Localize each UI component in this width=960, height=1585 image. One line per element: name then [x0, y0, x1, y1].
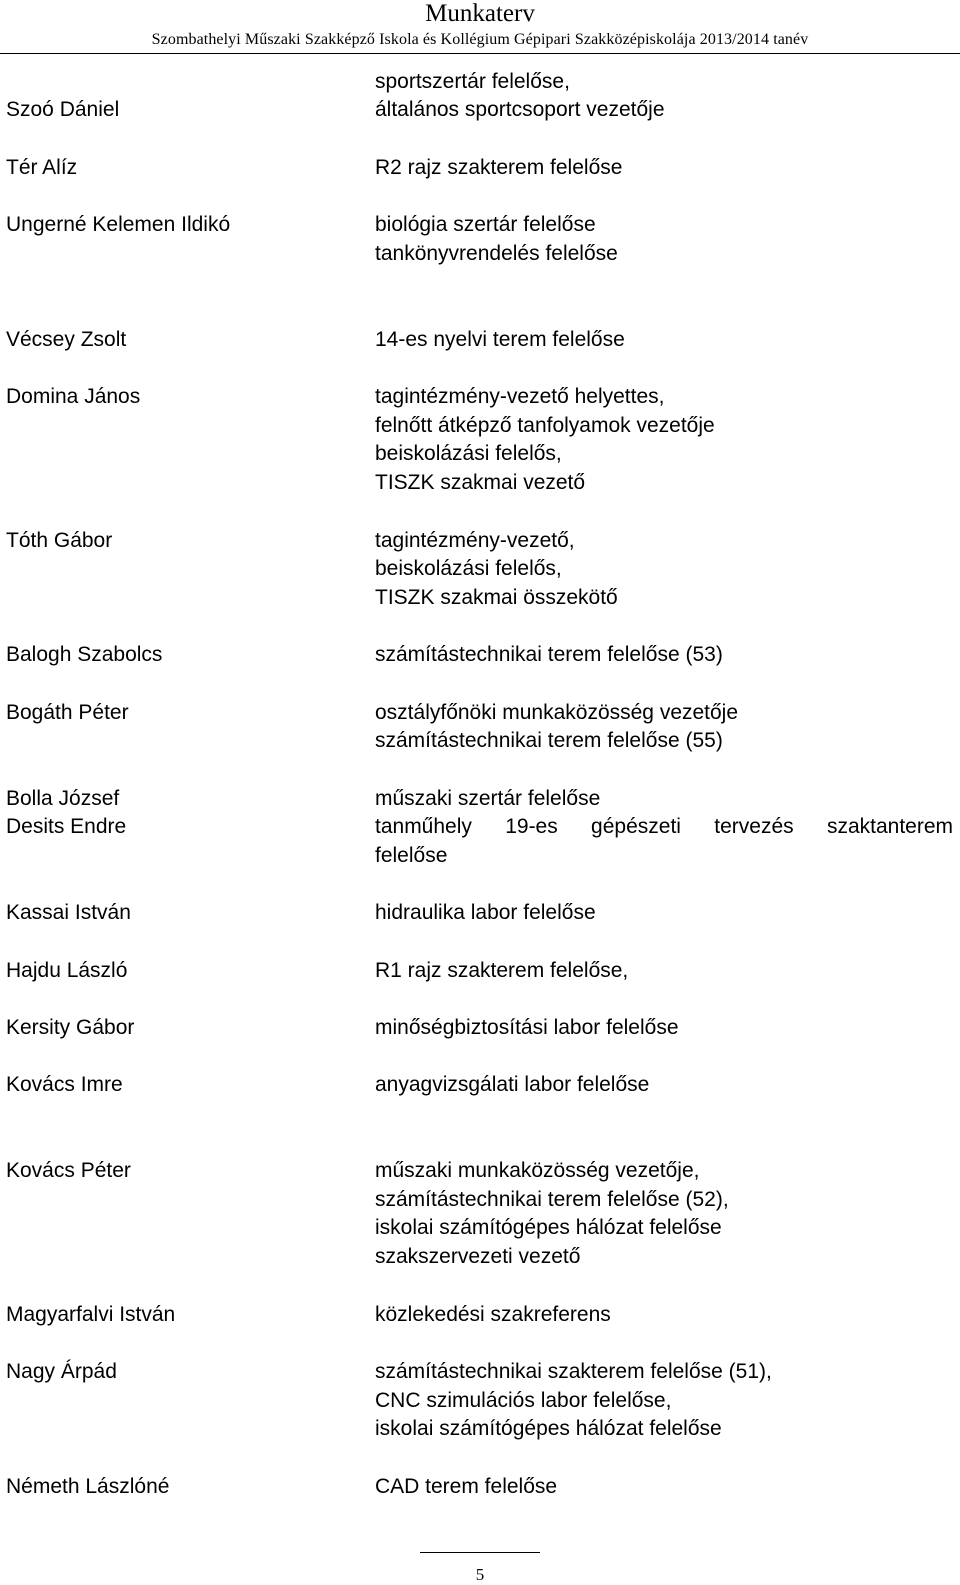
document-title: Munkaterv	[425, 0, 535, 27]
staff-duty: minőségbiztosítási labor felelőse	[375, 1016, 679, 1039]
footer-divider	[420, 1552, 540, 1553]
staff-duty: anyagvizsgálati labor felelőse	[375, 1073, 650, 1096]
staff-duty: osztályfőnöki munkaközösség vezetője	[375, 701, 739, 724]
staff-name: Vécsey Zsolt	[6, 328, 127, 351]
staff-duty: tankönyvrendelés felelőse	[375, 242, 618, 265]
staff-duty: műszaki szertár felelőse	[375, 787, 601, 810]
staff-duty: szakszervezeti vezető	[375, 1245, 581, 1268]
staff-duty: biológia szertár felelőse	[375, 213, 596, 236]
staff-duty: hidraulika labor felelőse	[375, 901, 596, 924]
staff-name: Bolla József	[6, 787, 120, 810]
staff-name: Németh Lászlóné	[6, 1475, 170, 1498]
document-subtitle: Szombathelyi Műszaki Szakképző Iskola és Kollégium Gépipari Szakközépiskolája 2013/2014 tanév	[151, 31, 809, 48]
staff-name: Ungerné Kelemen Ildikó	[6, 213, 231, 236]
staff-name: Desits Endre	[6, 815, 127, 838]
staff-duty: számítástechnikai szakterem felelőse (51),	[375, 1360, 772, 1383]
staff-duty: TISZK szakmai összekötő	[375, 586, 618, 609]
staff-duty: tagintézmény-vezető helyettes,	[375, 385, 665, 408]
staff-name: Tóth Gábor	[6, 529, 113, 552]
staff-duty: 14-es nyelvi terem felelőse	[375, 328, 625, 351]
header-divider	[0, 53, 960, 54]
staff-duty: R2 rajz szakterem felelőse	[375, 156, 623, 179]
staff-duty: számítástechnikai terem felelőse (53)	[375, 643, 723, 666]
staff-duty: iskolai számítógépes hálózat felelőse	[375, 1417, 722, 1440]
staff-name: Magyarfalvi István	[6, 1303, 176, 1326]
staff-duty: TISZK szakmai vezető	[375, 471, 586, 494]
staff-duty: számítástechnikai terem felelőse (55)	[375, 729, 723, 752]
staff-name: Kovács Imre	[6, 1073, 123, 1096]
staff-name: Kassai István	[6, 901, 131, 924]
staff-name: Domina János	[6, 385, 141, 408]
staff-name: Tér Alíz	[6, 156, 78, 179]
staff-duty: beiskolázási felelős,	[375, 557, 562, 580]
staff-duty: általános sportcsoport vezetője	[375, 98, 665, 121]
staff-name: Kersity Gábor	[6, 1016, 135, 1039]
staff-name: Balogh Szabolcs	[6, 643, 163, 666]
staff-duty: számítástechnikai terem felelőse (52),	[375, 1188, 729, 1211]
staff-name: Nagy Árpád	[6, 1360, 117, 1383]
staff-duty: felelőse	[375, 844, 448, 867]
staff-duty: tagintézmény-vezető,	[375, 529, 575, 552]
staff-duty: CAD terem felelőse	[375, 1475, 558, 1498]
staff-duty: műszaki munkaközösség vezetője,	[375, 1159, 700, 1182]
staff-duty: CNC szimulációs labor felelőse,	[375, 1389, 672, 1412]
staff-duty: sportszertár felelőse,	[375, 70, 570, 93]
staff-duty: tanműhely 19-es gépészeti tervezés szaktanterem	[375, 815, 953, 838]
staff-name: Hajdu László	[6, 959, 128, 982]
staff-name: Szoó Dániel	[6, 98, 120, 121]
staff-name: Bogáth Péter	[6, 701, 129, 724]
staff-name: Kovács Péter	[6, 1159, 131, 1182]
staff-duty: felnőtt átképző tanfolyamok vezetője	[375, 414, 715, 437]
staff-duty: R1 rajz szakterem felelőse,	[375, 959, 629, 982]
staff-duty: iskolai számítógépes hálózat felelőse	[375, 1216, 722, 1239]
page-number: 5	[475, 1565, 485, 1584]
staff-duty: közlekedési szakreferens	[375, 1303, 611, 1326]
staff-duty: beiskolázási felelős,	[375, 442, 562, 465]
